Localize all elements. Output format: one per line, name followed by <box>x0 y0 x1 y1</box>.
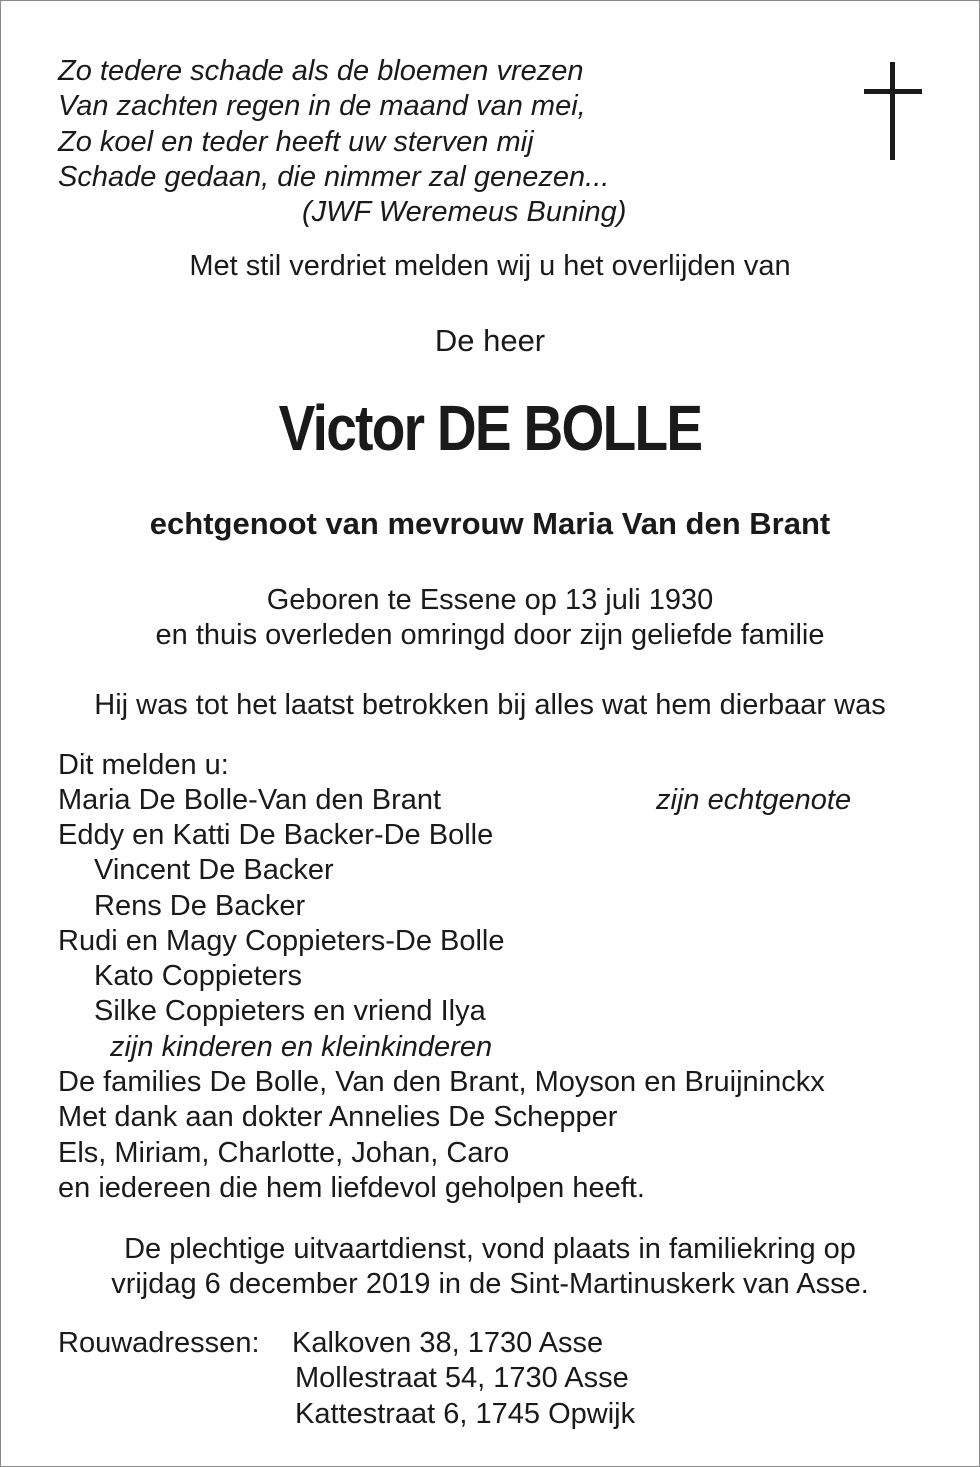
spouse-name: Maria De Bolle-Van den Brant <box>58 784 442 816</box>
address: Kalkoven 38, 1730 Asse <box>292 1327 604 1359</box>
closing-line: en iedereen die hem liefdevol geholpen heeft. <box>58 1172 645 1204</box>
closing-line: Els, Miriam, Charlotte, Johan, Caro <box>58 1137 510 1169</box>
address: Kattestraat 6, 1745 Opwijk <box>295 1398 636 1430</box>
children-role: zijn kinderen en kleinkinderen <box>110 1031 493 1063</box>
birth-line-2: en thuis overleden omringd door zijn geliefde familie <box>155 619 825 651</box>
closing-line: De families De Bolle, Van den Brant, Moyson en Bruijninckx <box>58 1066 825 1098</box>
deceased-name: Victor DE BOLLE <box>278 392 702 464</box>
address: Mollestraat 54, 1730 Asse <box>295 1362 629 1394</box>
poem-line-4: Schade gedaan, die nimmer zal genezen... <box>58 161 610 193</box>
announcement: Met stil verdriet melden wij u het overlijden van <box>189 250 791 282</box>
family-member: Kato Coppieters <box>94 960 302 992</box>
funeral-line-2: vrijdag 6 december 2019 in de Sint-Martinuskerk van Asse. <box>111 1268 869 1300</box>
family-member: Vincent De Backer <box>94 854 334 886</box>
family-member: Eddy en Katti De Backer-De Bolle <box>58 819 494 851</box>
family-intro: Dit melden u: <box>58 749 229 781</box>
poem-line-2: Van zachten regen in de maand van mei, <box>58 90 586 122</box>
funeral-line-1: De plechtige uitvaartdienst, vond plaats in familiekring op <box>124 1233 856 1265</box>
poem-line-1: Zo tedere schade als de bloemen vrezen <box>58 55 584 87</box>
addresses-label: Rouwadressen: <box>58 1327 260 1359</box>
cross-icon <box>864 62 922 160</box>
spouse-role: zijn echtgenote <box>656 784 852 816</box>
tribute-line: Hij was tot het laatst betrokken bij alles wat hem dierbaar was <box>94 689 886 721</box>
birth-line-1: Geboren te Essene op 13 juli 1930 <box>266 584 714 616</box>
poem-line-3: Zo koel en teder heeft uw sterven mij <box>58 126 534 158</box>
closing-line: Met dank aan dokter Annelies De Schepper <box>58 1101 618 1133</box>
family-member: Rens De Backer <box>94 890 306 922</box>
family-member: Silke Coppieters en vriend Ilya <box>94 995 486 1027</box>
spouse-line: echtgenoot van mevrouw Maria Van den Brant <box>149 506 831 541</box>
honorific: De heer <box>434 323 546 358</box>
family-member: Rudi en Magy Coppieters-De Bolle <box>58 925 505 957</box>
poem-attribution: (JWF Weremeus Buning) <box>302 196 627 228</box>
